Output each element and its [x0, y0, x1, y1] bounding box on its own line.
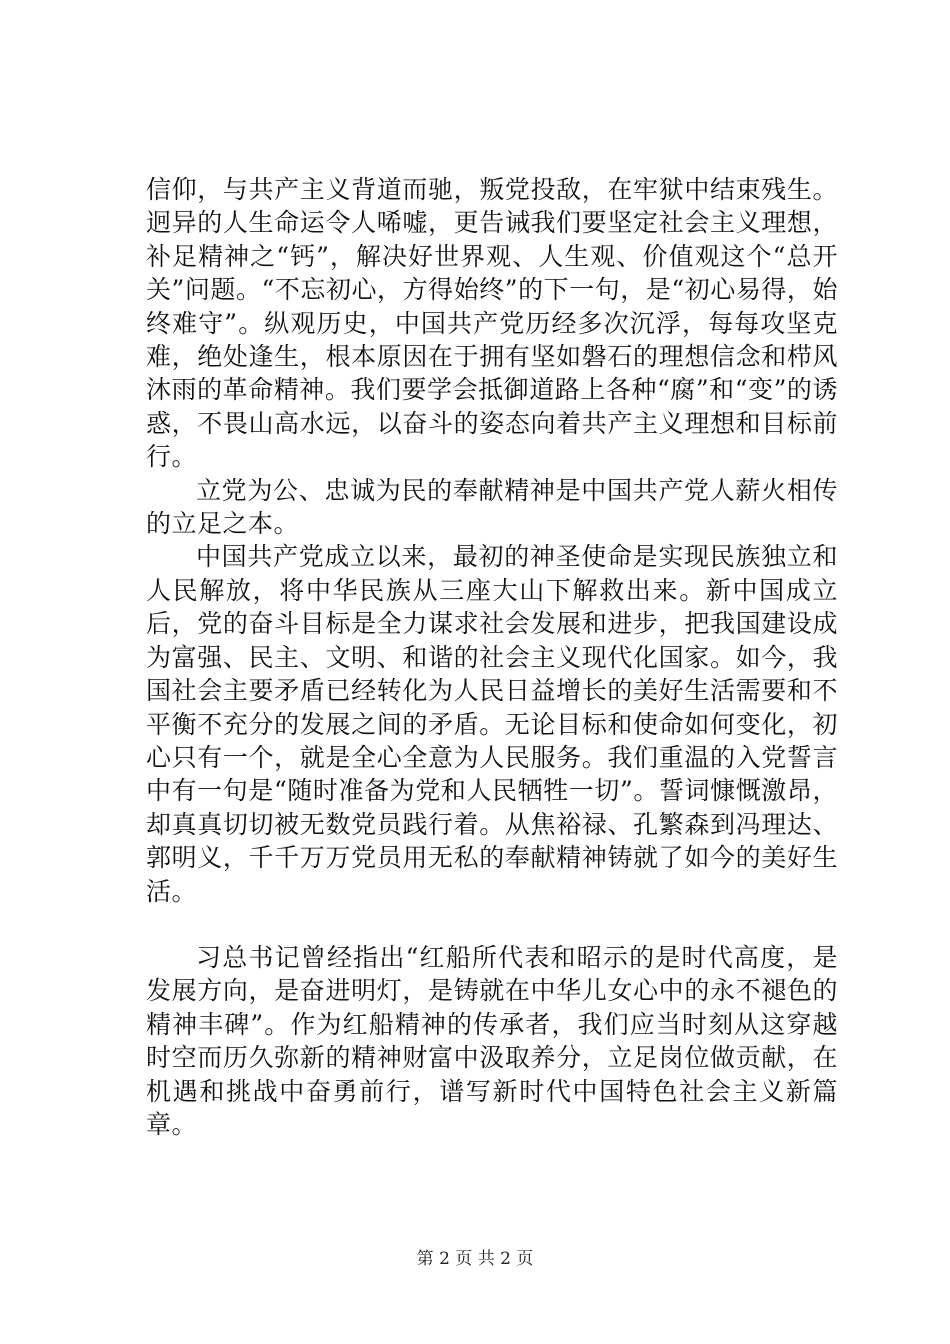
paragraph-3: 中国共产党成立以来，最初的神圣使命是实现民族独立和人民解放，将中华民族从三座大山下解救出来。新中国成立后，党的奋斗目标是全力谋求社会发展和进步，把我国建设成为富强、民主、文明、和谐的社会主义现代化国家。如今，我国社会主要矛盾已经转化为人民日益增长的美好生活需要和不平衡不充分的发展之间的矛盾。无论目标和使命如何变化，初心只有一个，就是全心全意为人民服务。我们重温的入党誓言中有一句是“随时准备为党和人民牺牲一切”。誓词慷慨激昂，却真真切切被无数党员践行着。从焦裕禄、孔繁森到冯理达、郭明义，千千万万党员用无私的奉献精神铸就了如今的美好生活。: [146, 542, 838, 906]
document-body: [146, 173, 838, 1141]
paragraph-1: 信仰，与共产主义背道而驰，叛党投敌，在牢狱中结束残生。迥异的人生命运令人唏嘘，更告诫我们要坚定社会主义理想，补足精神之“钙”，解决好世界观、人生观、价值观这个“总开关”问题。“不忘初心，方得始终”的下一句，是“初心易得，始终难守”。纵观历史，中国共产党历经多次沉浮，每每攻坚克难，绝处逢生，根本原因在于拥有坚如磐石的理想信念和栉风沐雨的革命精神。我们要学会抵御道路上各种“腐”和“变”的诱惑，不畏山高水远，以奋斗的姿态向着共产主义理想和目标前行。: [146, 175, 838, 472]
paragraph-2: 立党为公、忠诚为民的奉献精神是中国共产党人薪火相传的立足之本。: [146, 475, 838, 539]
page-footer: 第 2 页 共 2 页: [416, 1249, 534, 1269]
paragraph-4: 习总书记曾经指出“红船所代表和昭示的是时代高度，是发展方向，是奋进明灯，是铸就在中华儿女心中的永不褪色的精神丰碑”。作为红船精神的传承者，我们应当时刻从这穿越时空而历久弥新的精神财富中汲取养分，立足岗位做贡献，在机遇和挑战中奋勇前行，谱写新时代中国特色社会主义新篇章。: [146, 942, 838, 1139]
